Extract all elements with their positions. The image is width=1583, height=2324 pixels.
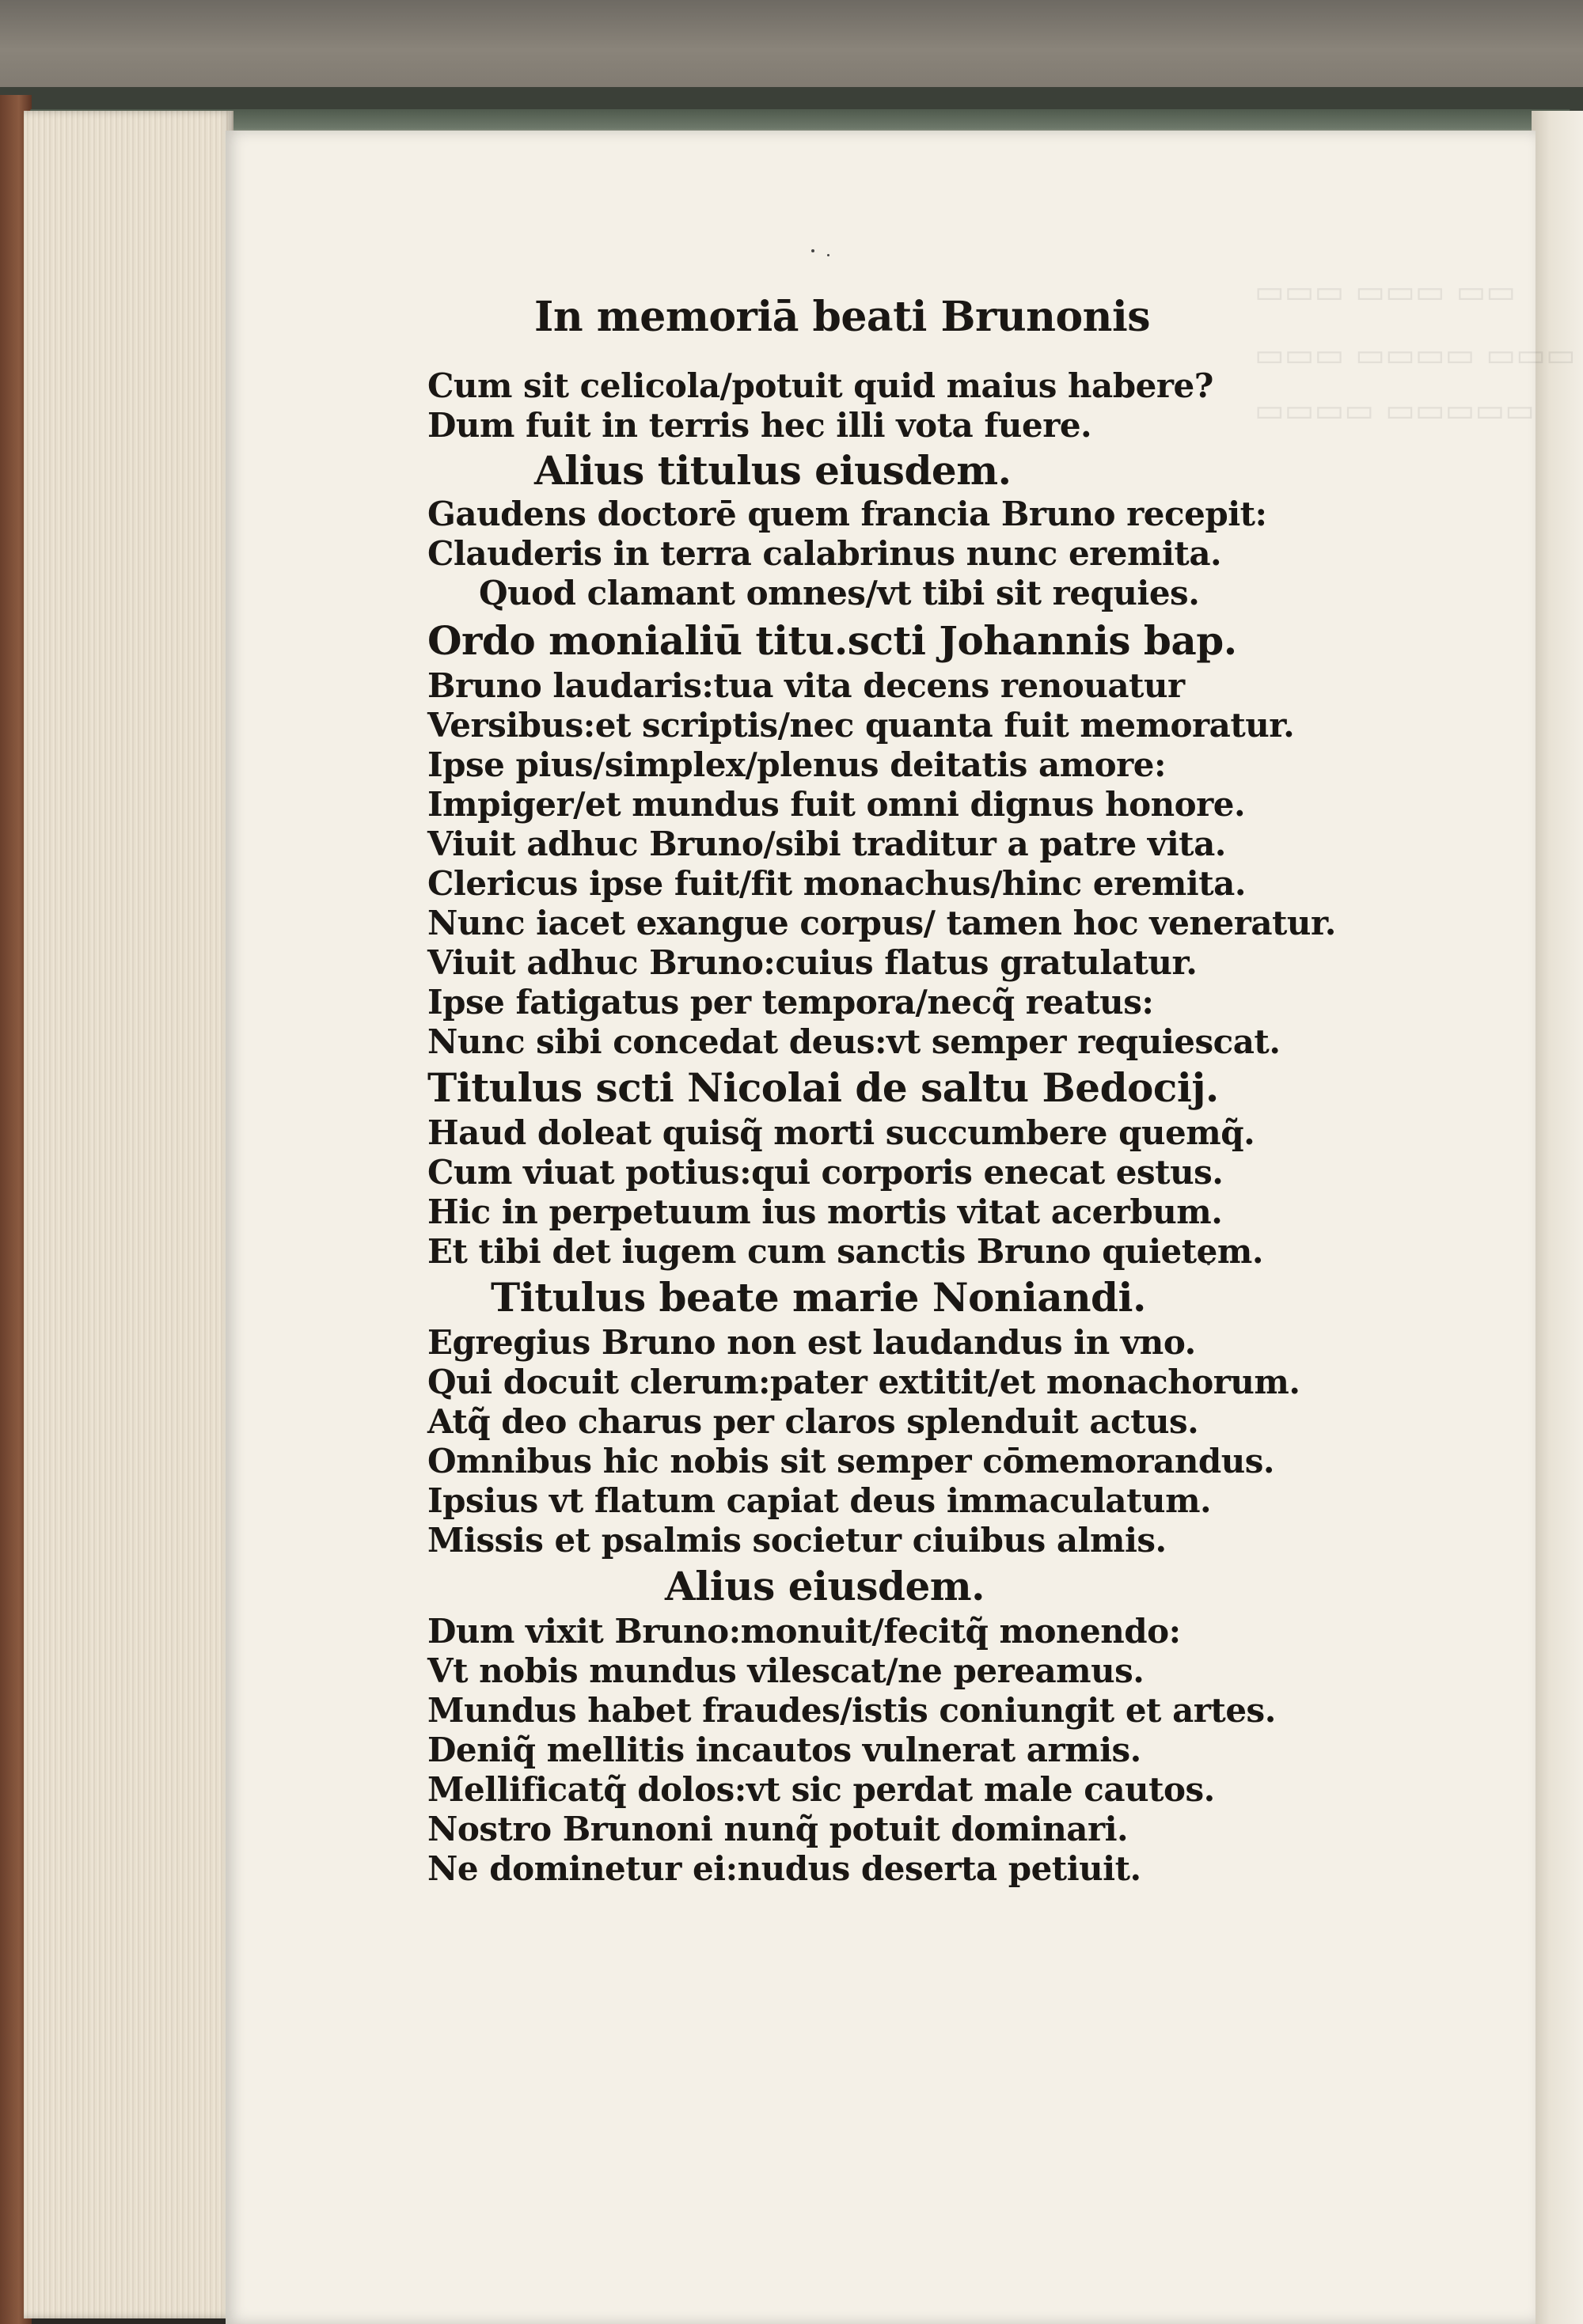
text-line: Omnibus hic nobis sit semper cōmemorandus.	[427, 1442, 1275, 1480]
text-line: Dum vixit Bruno:monuit/fecitq̃ monendo:	[427, 1612, 1181, 1651]
text-line: Hic in perpetuum ius mortis vitat acerbum.	[427, 1192, 1223, 1231]
text-line: Quod clamant omnes/vt tibi sit requies.	[479, 574, 1200, 612]
text-line: Ne dominetur ei:nudus deserta petiuit.	[427, 1849, 1141, 1888]
text-line: Mundus habet fraudes/istis coniungit et artes.	[427, 1691, 1276, 1730]
text-line: Qui docuit clerum:pater extitit/et monachorum.	[427, 1363, 1300, 1401]
text-line: Viuit adhuc Bruno:cuius flatus gratulatur.	[427, 943, 1198, 982]
text-line: Et tibi det iugem cum sanctis Bruno quietem.	[427, 1232, 1263, 1271]
page-stack-edge	[24, 111, 233, 2318]
section-heading: Ordo monialiū titu.scti Johannis bap.	[427, 617, 1237, 664]
text-line: Versibus:et scriptis/nec quanta fuit memoratur.	[427, 706, 1295, 745]
text-line: Ipse fatigatus per tempora/necq̃ reatus:	[427, 983, 1154, 1022]
text-line: Missis et psalmis societur ciuibus almis.	[427, 1521, 1167, 1560]
text-line: Nunc sibi concedat deus:vt semper requiescat.	[427, 1022, 1281, 1061]
section-heading: Titulus scti Nicolai de saltu Bedocij.	[427, 1064, 1219, 1111]
section-heading: Alius eiusdem.	[665, 1563, 985, 1609]
page-title: In memoriā beati Brunonis	[534, 293, 1150, 341]
text-line: Viuit adhuc Bruno/sibi traditur a patre vita.	[427, 825, 1226, 863]
text-line: Clauderis in terra calabrinus nunc eremita.	[427, 534, 1222, 573]
text-line: Egregius Bruno non est laudandus in vno.	[427, 1323, 1196, 1362]
text-line: Atq̃ deo charus per claros splenduit actus.	[427, 1402, 1199, 1441]
bleed-through-decoration: ▭▭▭ ▭▭▭▭ ▭▭▭	[1255, 336, 1576, 373]
section-heading: Alius titulus eiusdem.	[534, 447, 1012, 494]
text-line: Cum viuat potius:qui corporis enecat estus.	[427, 1153, 1224, 1192]
text-line: Clericus ipse fuit/fit monachus/hinc eremita.	[427, 864, 1246, 903]
text-line: Nunc iacet exangue corpus/ tamen hoc veneratur.	[427, 904, 1336, 942]
bleed-through-decoration: ▭▭▭ ▭▭▭ ▭▭	[1255, 273, 1517, 310]
text-line: Bruno laudaris:tua vita decens renouatur	[427, 666, 1185, 705]
text-line: Nostro Brunoni nunq̃ potuit dominari.	[427, 1810, 1129, 1848]
text-line: Ipse pius/simplex/plenus deitatis amore:	[427, 745, 1166, 784]
text-line: Dum fuit in terris hec illi vota fuere.	[427, 406, 1092, 445]
text-line: Ipsius vt flatum capiat deus immaculatum.	[427, 1481, 1212, 1520]
section-heading: Titulus beate marie Noniandi.	[491, 1274, 1146, 1321]
text-line: Mellificatq̃ dolos:vt sic perdat male cautos.	[427, 1770, 1215, 1809]
bleed-through-decoration: ▭▭▭▭ ▭▭▭▭▭	[1255, 392, 1536, 429]
text-line: Impiger/et mundus fuit omni dignus honore.	[427, 785, 1246, 824]
text-line: Haud doleat quisq̃ morti succumbere quemq̃.	[427, 1113, 1255, 1152]
text-line: Deniq̃ mellitis incautos vulnerat armis.	[427, 1731, 1141, 1769]
text-line: Vt nobis mundus vilescat/ne pereamus.	[427, 1651, 1145, 1690]
facing-page-edge	[1532, 111, 1583, 2324]
printed-page	[226, 131, 1576, 2324]
text-line: Cum sit celicola/potuit quid maius habere?	[427, 366, 1213, 405]
page-text	[226, 131, 1536, 2324]
text-line: Gaudens doctorē quem francia Bruno recepit:	[427, 495, 1267, 533]
